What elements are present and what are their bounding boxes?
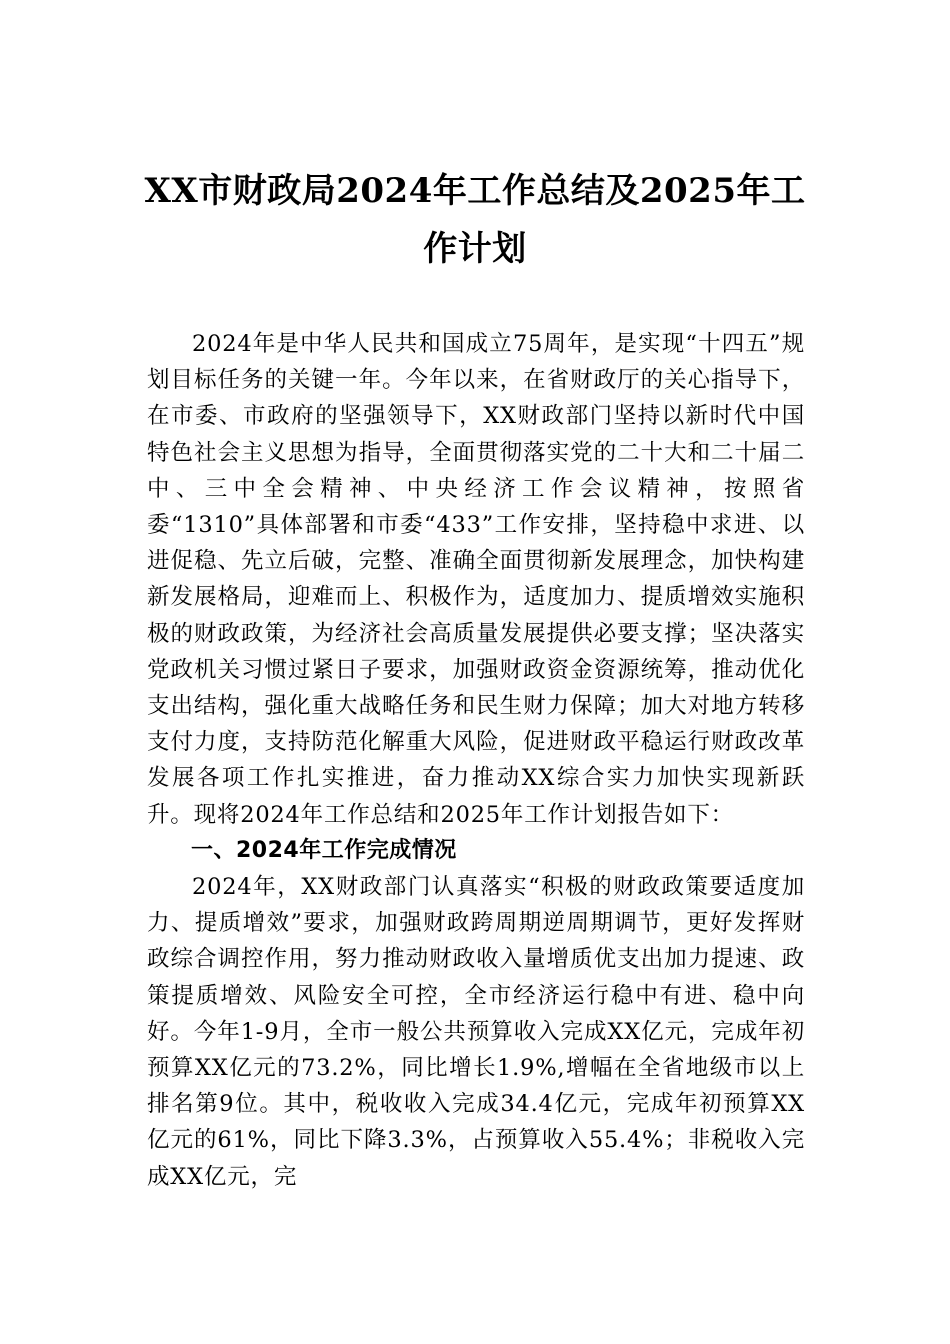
section-1-heading: 一、2024年工作完成情况 bbox=[191, 837, 457, 863]
document-body bbox=[147, 326, 805, 1195]
intro-paragraph: 2024年是中华人民共和国成立75周年，是实现“十四五”规划目标任务的关键一年。今年以来，在省财政厅的关心指导下，在市委、市政府的坚强领导下，XX财政部门坚持以新时代中国特色社会主义思想为指导，全面贯彻落实党的二十大和二十届二中、三中全会精神、中央经济工作会议精神，按照省委“1310”具体部署和市委“433”工作安排，坚持稳中求进、以进促稳、先立后破，完整、准确全面贯彻新发展理念，加快构建新发展格局，迎难而上、积极作为，适度加力、提质增效实施积极的财政政策，为经济社会高质量发展提供必要支撑；坚决落实党政机关习惯过紧日子要求，加强财政资金资源统筹，推动优化支出结构，强化重大战略任务和民生财力保障；加大对地方转移支付力度，支持防范化解重大风险，促进财政平稳运行财政改革发展各项工作扎实推进，奋力推动XX综合实力加快实现新跃升。现将2024年工作总结和2025年工作计划报告如下： bbox=[147, 331, 805, 828]
document-title bbox=[140, 162, 810, 278]
title-line-2: 作计划 bbox=[423, 229, 527, 269]
section-1-paragraph: 2024年，XX财政部门认真落实“积极的财政政策要适度加力、提质增效”要求，加强财政跨周期逆周期调节，更好发挥财政综合调控作用，努力推动财政收入量增质优支出加力提速、政策提质增效、风险安全可控，全市经济运行稳中有进、稳中向好。今年1-9月，全市一般公共预算收入完成XX亿元，完成年初预算XX亿元的73.2%，同比增长1.9%,增幅在全省地级市以上排名第9位。其中，税收收入完成34.4亿元，完成年初预算XX亿元的61%，同比下降3.3%，占预算收入55.4%；非税收入完成XX亿元，完 bbox=[147, 874, 805, 1190]
title-line-1: XX市财政局2024年工作总结及2025年工 bbox=[144, 171, 806, 211]
